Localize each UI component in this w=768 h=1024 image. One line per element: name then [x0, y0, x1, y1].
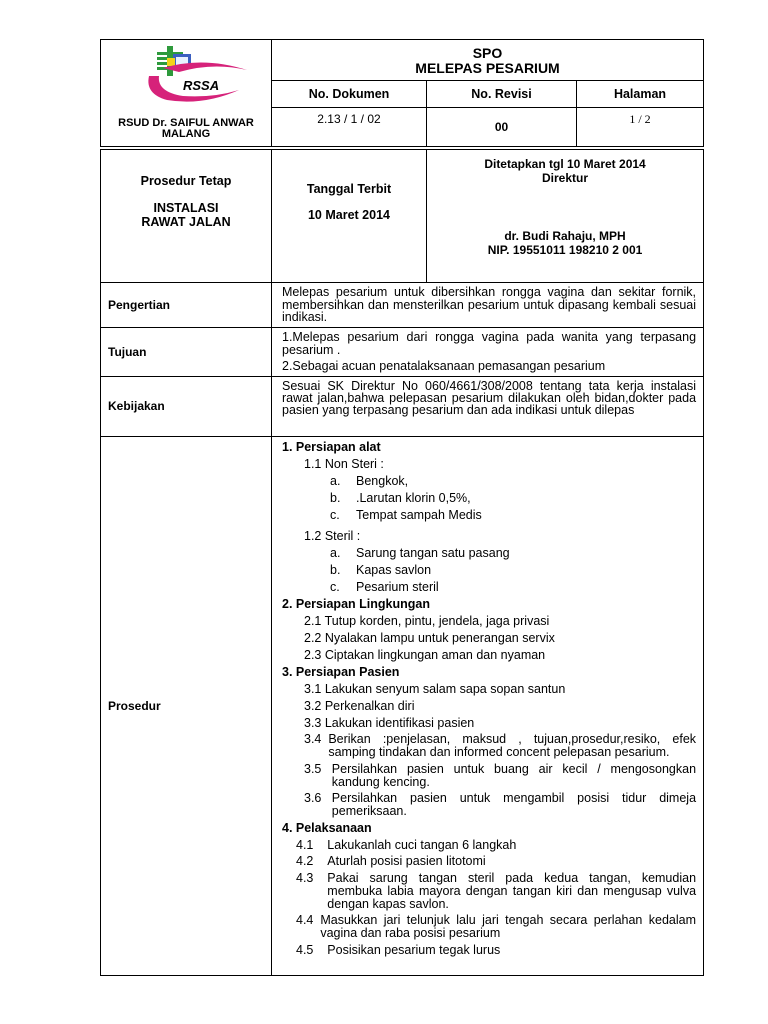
step-1-1: 1.1 Non Steri :: [304, 456, 384, 471]
step-1-heading: 1. Persiapan alat: [282, 439, 381, 454]
step-1-2-c: c. Pesarium steril: [330, 579, 439, 594]
tanggal-terbit-value: 10 Maret 2014: [307, 208, 390, 222]
tanggal-terbit-label: Tanggal Terbit: [306, 182, 392, 196]
instalasi-line2: RAWAT JALAN: [141, 215, 231, 229]
no-dokumen-header: No. Dokumen: [272, 81, 427, 108]
step-3-2: 3.2 Perkenalkan diri: [304, 698, 415, 713]
instalasi-line1: INSTALASI: [153, 201, 219, 215]
doc-type: SPO: [472, 45, 503, 61]
step-4-2: 4.2 Aturlah posisi pasien litotomi: [296, 854, 486, 868]
prosedur-tetap-cell: [101, 150, 272, 283]
step-1-1-c: c. Tempat sampah Medis: [330, 507, 482, 522]
penetapan-cell: [427, 150, 704, 283]
nama-direktur: dr. Budi Rahaju, MPH: [504, 229, 626, 243]
step-1-2: 1.2 Steril :: [304, 528, 361, 543]
document-table: [100, 39, 704, 976]
nip: NIP. 19551011 198210 2 001: [487, 243, 643, 257]
step-2-heading: 2. Persiapan Lingkungan: [282, 596, 430, 611]
halaman-header: Halaman: [577, 81, 704, 108]
step-2-2: 2.2 Nyalakan lampu untuk penerangan servix: [304, 630, 555, 645]
spo-document: [100, 39, 703, 976]
step-1-1-a: a. Bengkok,: [330, 473, 409, 488]
step-3-6: 3.6 Persilahkan pasien untuk mengambil posisi tidur dimeja pemeriksaan.: [304, 791, 697, 818]
step-2-3: 2.3 Ciptakan lingkungan aman dan nyaman: [304, 647, 546, 662]
kebijakan-label: Kebijakan: [101, 376, 272, 436]
doc-title: MELEPAS PESARIUM: [415, 60, 560, 76]
step-3-5: 3.5 Persilahkan pasien untuk buang air kecil / mengosongkan kandung kencing.: [304, 761, 697, 789]
no-revisi-value: 00: [427, 108, 577, 147]
hospital-name: RSUD Dr. SAIFUL ANWAR: [118, 117, 254, 129]
step-3-1: 3.1 Lakukan senyum salam sapa sopan santun: [304, 681, 566, 696]
step-4-5: 4.5 Posisikan pesarium tegak lurus: [296, 942, 501, 957]
step-1-2-a: a. Sarung tangan satu pasang: [330, 545, 510, 560]
kebijakan-text: Sesuai SK Direktur No 060/4661/308/2008 tentang tata kerja instalasi rawat jalan,bahwa pelepasan pesarium dilakukan oleh bidan,dokter pada pasien yang terpasang pesarium dan ada indikasi untuk dilepas: [272, 376, 704, 436]
hospital-logo: [143, 46, 253, 106]
step-2-1: 2.1 Tutup korden, pintu, jendela, jaga privasi: [304, 613, 550, 628]
step-3-4: 3.4 Berikan :penjelasan, maksud , tujuan,prosedur,resiko, efek samping tindakan dan informed concent pelepasan pesarium.: [304, 732, 697, 759]
direktur: Direktur: [542, 171, 589, 185]
prosedur-tetap: Prosedur Tetap: [140, 174, 232, 188]
step-4-4: 4.4 Masukkan jari telunjuk lalu jari tengah secara perlahan kedalam vagina dan raba posisi pesarium: [296, 913, 697, 940]
pengertian-text: Melepas pesarium untuk dibersihkan rongga vagina dan sekitar fornik, membersihkan dan mensterilkan pesarium untuk dipasang kembali sesuai indikasi.: [272, 283, 704, 328]
tujuan-item-2: 2.Sebagai acuan penatalaksanaan pemasangan pesarium: [282, 358, 606, 373]
step-1-2-b: b. Kapas savlon: [330, 562, 432, 577]
no-dokumen-value: 2.13 / 1 / 02: [272, 108, 427, 147]
tanggal-terbit-cell: [272, 150, 427, 283]
step-4-1: 4.1 Lakukanlah cuci tangan 6 langkah: [296, 837, 517, 852]
ditetapkan: Ditetapkan tgl 10 Maret 2014: [484, 157, 646, 171]
no-revisi-header: No. Revisi: [427, 81, 577, 108]
tujuan-cell: [272, 327, 704, 376]
step-4-heading: 4. Pelaksanaan: [282, 821, 372, 835]
prosedur-label: Prosedur: [101, 436, 272, 975]
logo-cell: [101, 40, 272, 147]
prosedur-content: [272, 436, 704, 975]
step-4-3: 4.3 Pakai sarung tangan steril pada kedua tangan, kemudian membuka labia mayora dengan tangan kiri dan mengusap vulva dengan kapas savlon.: [296, 870, 697, 911]
step-1-1-b: b. .Larutan klorin 0,5%,: [330, 490, 471, 505]
halaman-value: 1 / 2: [577, 108, 704, 147]
logo-text: RSSA: [183, 78, 220, 93]
tujuan-label: Tujuan: [101, 327, 272, 376]
hospital-city: MALANG: [161, 128, 211, 140]
step-3-heading: 3. Persiapan Pasien: [282, 664, 400, 679]
title-cell: [272, 40, 704, 81]
tujuan-item-1: 1.Melepas pesarium dari rongga vagina pada wanita yang terpasang pesarium .: [282, 329, 697, 357]
pengertian-label: Pengertian: [101, 283, 272, 328]
step-3-3: 3.3 Lakukan identifikasi pasien: [304, 715, 475, 730]
